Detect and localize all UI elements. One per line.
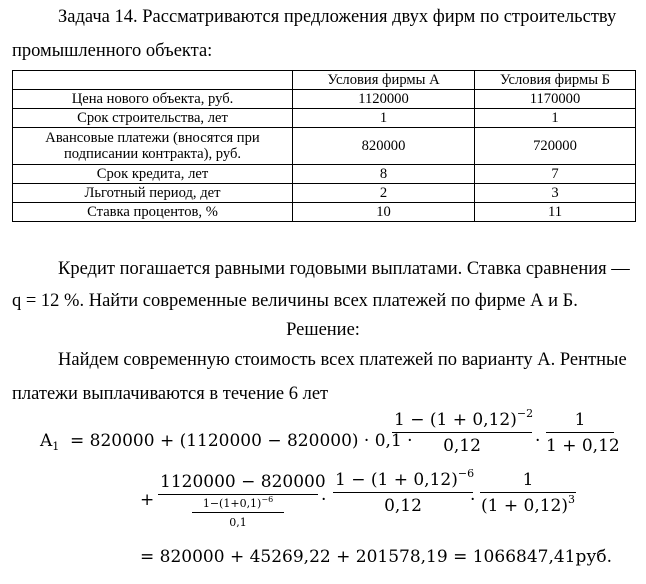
table-row — [13, 90, 636, 109]
fraction-numerator: 1 — [522, 470, 534, 490]
table-header-firm-b: Условия фирмы Б — [475, 71, 636, 90]
formula-result: = 820000 + 45269,22 + 201578,19 = 1066847,41руб. — [140, 547, 613, 567]
row-value-a: 820000 — [293, 128, 475, 165]
row-label: Срок строительства, лет — [13, 109, 293, 128]
fraction-numerator: 1 — [574, 410, 586, 430]
formula-2-big-fraction — [158, 472, 326, 529]
solution-line-1: Найдем современную стоимость всех платежей по варианту А. Рентные — [58, 350, 627, 370]
fraction-denominator: 1 + 0,12 — [546, 436, 620, 456]
fraction-numerator — [392, 407, 534, 432]
row-label: Льготный период, дет — [13, 184, 293, 203]
formula-2-dot-2: · — [470, 490, 476, 510]
denominator-exponent: 3 — [567, 493, 575, 506]
fraction-bar — [158, 494, 318, 495]
condition-line-1: Кредит погашается равными годовыми выплатами. Ставка сравнения — — [58, 259, 630, 279]
numerator-exponent: −2 — [516, 407, 534, 420]
task-line-1: Задача 14. Рассматриваются предложения двух фирм по строительству — [58, 7, 617, 27]
inner-fraction — [192, 497, 284, 529]
solution-line-2: платежи выплачиваются в течение 6 лет — [12, 384, 329, 404]
row-label: Ставка процентов, % — [13, 203, 293, 222]
formula-1-lhs — [40, 431, 59, 451]
row-value-a: 2 — [293, 184, 475, 203]
formula-2-dot-1: · — [321, 490, 327, 510]
formula-2-fraction-3 — [480, 470, 576, 516]
inner-denominator: 0,1 — [229, 516, 247, 529]
fraction-denominator: 0,12 — [384, 496, 422, 516]
offers-table — [12, 70, 636, 222]
row-value-b: 11 — [475, 203, 636, 222]
solution-heading: Решение: — [286, 320, 360, 340]
numerator-exponent: −6 — [457, 467, 475, 480]
table-header-row — [13, 71, 636, 90]
row-label — [13, 128, 293, 165]
row-value-a: 10 — [293, 203, 475, 222]
fraction-denominator: 0,12 — [443, 436, 481, 456]
row-value-a: 1 — [293, 109, 475, 128]
table-header-empty — [13, 71, 293, 90]
numerator-text: 1 − (1 + 0,12) — [394, 410, 517, 430]
formula-1-lhs-sub: 1 — [52, 440, 60, 453]
condition-line-2: q = 12 %. Найти современные величины всех платежей по фирме А и Б. — [12, 291, 578, 311]
formula-1-lhs-symbol: A — [40, 431, 53, 451]
row-label-line-1: Авансовые платежи (вносятся при — [45, 130, 260, 146]
row-value-a: 8 — [293, 165, 475, 184]
inner-numerator-exponent: −6 — [261, 495, 274, 504]
formula-1-prefix: = 820000 + (1120000 − 820000) · 0,1 · — [70, 431, 413, 451]
row-label-line-2: подписании контракта), руб. — [63, 146, 242, 162]
inner-numerator — [192, 497, 284, 512]
fraction-denominator — [480, 493, 576, 516]
table-row — [13, 165, 636, 184]
table-row — [13, 184, 636, 203]
row-value-b: 7 — [475, 165, 636, 184]
formula-1-fraction-1 — [392, 407, 534, 456]
formula-1-dot: · — [535, 431, 541, 451]
table-row — [13, 203, 636, 222]
table-row — [13, 128, 636, 165]
row-value-a: 1120000 — [293, 90, 475, 109]
row-value-b: 1 — [475, 109, 636, 128]
formula-1-fraction-2 — [546, 410, 620, 456]
fraction-numerator — [333, 467, 475, 492]
row-label: Цена нового объекта, руб. — [13, 90, 293, 109]
row-value-b: 720000 — [475, 128, 636, 165]
inner-numerator-text: 1−(1+0,1) — [202, 497, 262, 510]
denominator-text: (1 + 0,12) — [481, 496, 568, 516]
task-line-2: промышленного объекта: — [12, 41, 213, 61]
row-value-b: 1170000 — [475, 90, 636, 109]
formula-2-plus: + — [140, 490, 155, 510]
row-label: Срок кредита, лет — [13, 165, 293, 184]
table-row — [13, 109, 636, 128]
formula-2-fraction — [333, 467, 476, 516]
table-header-firm-a: Условия фирмы А — [293, 71, 475, 90]
numerator-text: 1 − (1 + 0,12) — [335, 470, 458, 490]
row-value-b: 3 — [475, 184, 636, 203]
fraction-numerator: 1120000 − 820000 — [160, 472, 326, 492]
